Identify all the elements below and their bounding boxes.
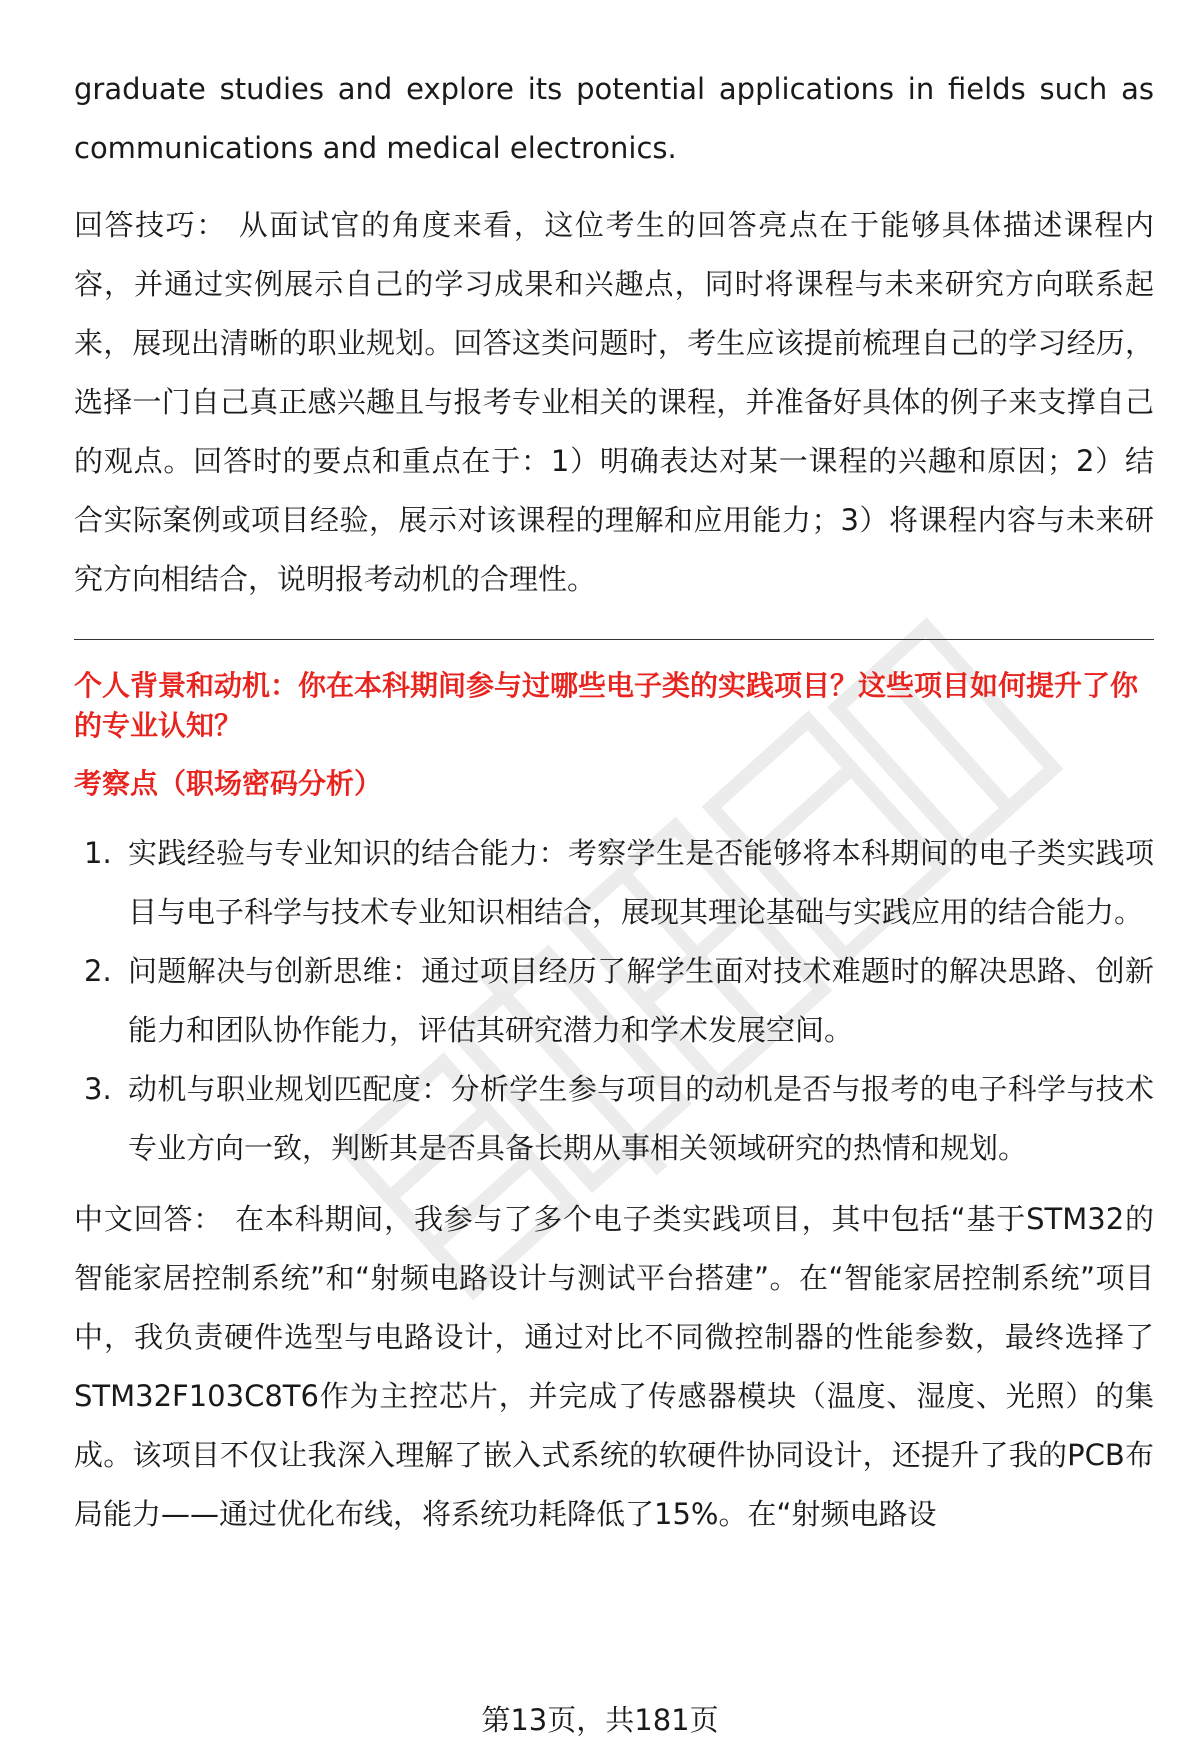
chinese-answer-text: 在本科期间，我参与了多个电子类实践项目，其中包括“基于STM32的智能家居控制系统”和“射频电路设计与测试平台搭建”。在“智能家居控制系统”项目中，我负责硬件选型与电路设计，通过对比不同微控制器的性能参数，最终选择了STM32F103C8T6作为主控芯片，并完成了传感器模块（温度、湿度、光照）的集成。该项目不仅让我深入理解了嵌入式系统的软硬件协同设计，还提升了我的PCB布局能力——通过优化布线，将系统功耗降低了15%。在“射频电路设 [74,1202,1154,1531]
list-item-text: 动机与职业规划匹配度：分析学生参与项目的动机是否与报考的电子科学与技术专业方向一致，判断其是否具备长期从事相关领域研究的热情和规划。 [128,1072,1154,1165]
list-item [74,824,1154,942]
section-subheading: 考察点（职场密码分析） [74,767,383,800]
list-item-number: 3. [84,1072,112,1106]
question-heading: 个人背景和动机：你在本科期间参与过哪些电子类的实践项目？这些项目如何提升了你的专业认知？ [74,669,1139,742]
chinese-answer-paragraph [74,1190,1154,1544]
answer-tip-text: 从面试官的角度来看，这位考生的回答亮点在于能够具体描述课程内容，并通过实例展示自己的学习成果和兴趣点，同时将课程与未来研究方向联系起来，展现出清晰的职业规划。回答这类问题时，考生应该提前梳理自己的学习经历，选择一门自己真正感兴趣且与报考专业相关的课程，并准备好具体的例子来支撑自己的观点。回答时的要点和重点在于：1）明确表达对某一课程的兴趣和原因；2）结合实际案例或项目经验，展示对该课程的理解和应用能力；3）将课程内容与未来研究方向相结合，说明报考动机的合理性。 [74,208,1154,596]
evaluation-points-list [74,824,1154,1178]
chinese-answer-label: 中文回答： [74,1202,224,1236]
list-item-text: 实践经验与专业知识的结合能力：考察学生是否能够将本科期间的电子类实践项目与电子科学与技术专业知识相结合，展现其理论基础与实践应用的结合能力。 [128,836,1154,929]
document-body [74,60,1154,1544]
page-number-footer: 第13页，共181页 [481,1703,719,1737]
section-divider [74,639,1154,640]
answer-tip-label: 回答技巧： [74,208,227,242]
list-item [74,942,1154,1060]
list-item [74,1060,1154,1178]
answer-tip-paragraph [74,196,1154,609]
list-item-number: 1. [84,836,112,870]
list-item-number: 2. [84,954,112,988]
intro-paragraph: graduate studies and explore its potential applications in fields such as communications and medical electronics. [74,72,1154,165]
list-item-text: 问题解决与创新思维：通过项目经历了解学生面对技术难题时的解决思路、创新能力和团队协作能力，评估其研究潜力和学术发展空间。 [128,954,1154,1047]
